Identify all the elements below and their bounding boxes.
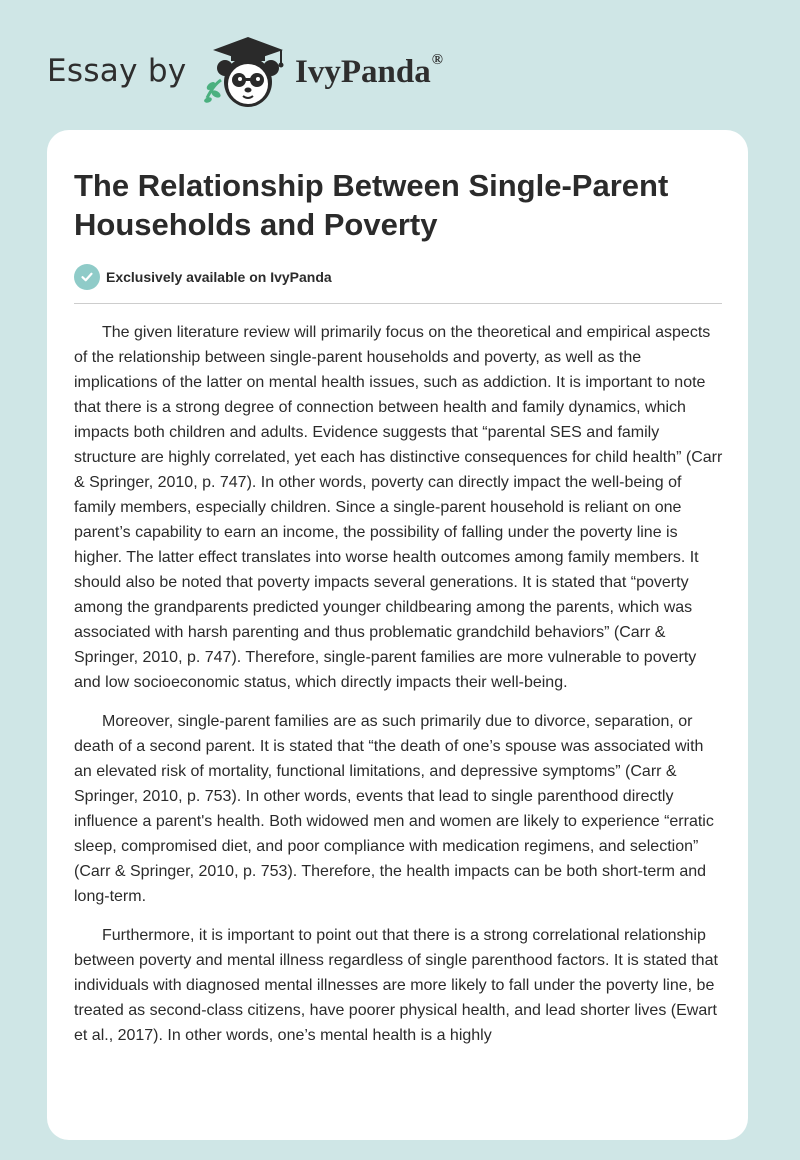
site-brand-header[interactable] — [47, 32, 487, 112]
essay-paragraph-1: The given literature review will primarily focus on the theoretical and empirical aspects of the relationship between single-parent households and poverty, as well as the implications of the latter on mental health issues, such as addiction. It is important to note that there is a strong degree of connection between health and family dynamics, which impacts both children and adults. Evidence suggests that “parental SES and family structure are highly correlated, yet each has distinctive consequences for child health” (Carr & Springer, 2010, p. 747). In other words, poverty can directly impact the well-being of family members, especially children. Since a single-parent household is reliant on one parent’s capability to earn an income, the possibility of falling under the poverty line is higher. The latter effect translates into worse health outcomes among family members. It should also be noted that poverty impacts several generations. It is stated that “poverty among the grandparents predicted younger childbearing among the parents, which was associated with harsh parenting and thus problematic grandchild behaviors” (Carr & Springer, 2010, p. 747). Therefore, single-parent families are more vulnerable to poverty and low socioeconomic status, which directly impacts their well-being. — [74, 324, 723, 691]
essay-title: The Relationship Between Single-Parent Households and Poverty — [74, 168, 669, 242]
essay-paragraph-2: Moreover, single-parent families are as such primarily due to divorce, separation, or death of a second parent. It is stated that “the death of one’s spouse was associated with an elevated risk of mortality, functional limitations, and depressive symptoms” (Carr & Springer, 2010, p. 753). In other words, events that lead to single parenthood directly influence a parent's health. Both widowed men and women are likely to experience “erratic sleep, compromised diet, and poor compliance with medication regimens, and selection” (Carr & Springer, 2010, p. 753). Therefore, the health impacts can be both short-term and long-term. — [74, 713, 714, 905]
essay-paragraph-3: Furthermore, it is important to point out that there is a strong correlational relationship between poverty and mental illness regardless of single parenthood factors. It is stated that individuals with diagnosed mental illnesses are more likely to fall under the poverty line, be treated as second-class citizens, have poorer physical health, and lead shorter lives (Ewart et al., 2017). In other words, one’s mental health is a highly — [74, 927, 718, 1044]
exclusive-badge — [74, 264, 332, 290]
essay-card — [47, 130, 748, 1140]
panda-logo-icon — [201, 34, 293, 112]
essay-body — [74, 320, 724, 1062]
exclusive-badge-text: Exclusively available on IvyPanda — [106, 269, 332, 285]
checkmark-icon — [74, 264, 100, 290]
brand-name-text: IvyPanda — [295, 54, 431, 90]
registered-mark: ® — [431, 52, 443, 68]
brand-name — [295, 54, 443, 91]
brand-prefix: Essay by — [47, 53, 187, 89]
title-divider — [74, 303, 722, 304]
